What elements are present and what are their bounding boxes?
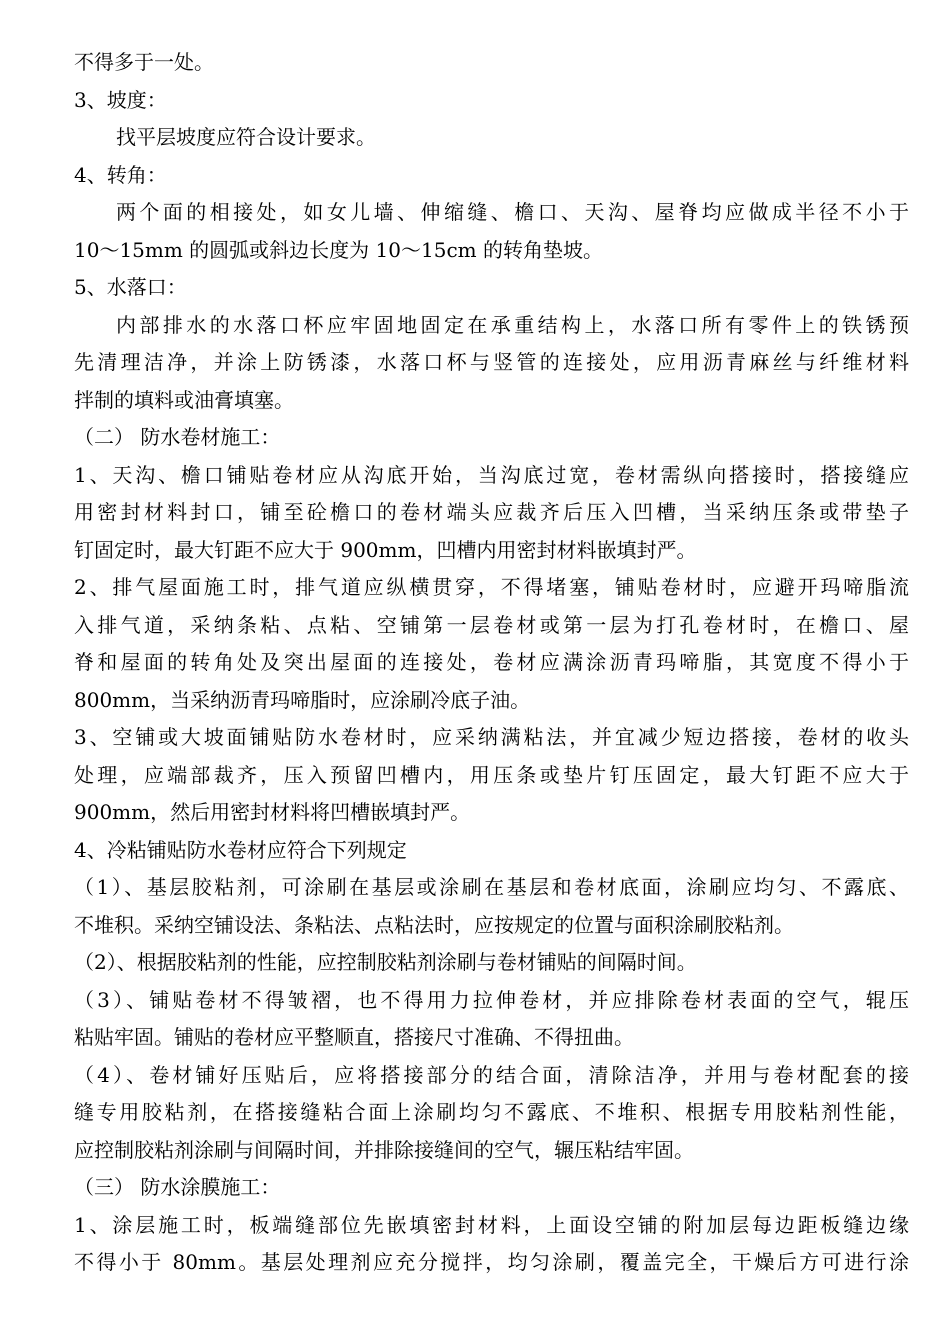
text-line: 3、坡度： (74, 87, 167, 112)
text-line: 不得小于 80mm。基层处理剂应充分搅拌，均匀涂刷，覆盖完全，干燥后方可进行涂 (74, 1250, 909, 1274)
text-line: 900mm，然后用密封材料将凹槽嵌填封严。 (74, 800, 471, 824)
text-line: 内部排水的水落口杯应牢固地固定在承重结构上，水落口所有零件上的铁锈预 (116, 312, 909, 337)
text-line: 脊和屋面的转角处及突出屋面的连接处，卷材应满涂沥青玛啼脂，其宽度不得小于 (74, 650, 909, 674)
text-line: 1、天沟、檐口铺贴卷材应从沟底开始，当沟底过宽，卷材需纵向搭接时，搭接缝应 (74, 462, 909, 487)
text-line: 处理，应端部裁齐，压入预留凹槽内，用压条或垫片钉压固定，最大钉距不应大于 (74, 762, 909, 787)
text-line: 5、水落口： (74, 275, 187, 299)
text-line: 不堆积。采纳空铺设法、条粘法、点粘法时，应按规定的位置与面积涂刷胶粘剂。 (74, 912, 794, 937)
text-line: （2）、根据胶粘剂的性能，应控制胶粘剂涂刷与卷材铺贴的间隔时间。 (74, 950, 697, 974)
text-line: 入排气道，采纳条粘、点粘、空铺第一层卷材或第一层为打孔卷材时，在檐口、屋 (74, 612, 909, 637)
text-line: 10～15mm 的圆弧或斜边长度为 10～15cm 的转角垫坡。 (74, 237, 603, 262)
text-line: （3）、铺贴卷材不得皱褶，也不得用力拉伸卷材，并应排除卷材表面的空气，辊压 (74, 987, 909, 1012)
text-line: 两个面的相接处，如女儿墙、伸缩缝、檐口、天沟、屋脊均应做成半径不小于 (116, 200, 909, 224)
text-line: 3、空铺或大坡面铺贴防水卷材时，应采纳满粘法，并宜减少短边搭接，卷材的收头 (74, 725, 909, 749)
text-line: （二） 防水卷材施工： (74, 425, 281, 449)
text-line: 1、涂层施工时，板端缝部位先嵌填密封材料，上面设空铺的附加层每边距板缝边缘 (74, 1212, 909, 1237)
text-line: 4、转角： (74, 162, 167, 187)
text-line: 拌制的填料或油膏填塞。 (74, 387, 294, 412)
text-line: 先清理洁净，并涂上防锈漆，水落口杯与竖管的连接处，应用沥青麻丝与纤维材料 (74, 350, 909, 374)
text-line: 不得多于一处。 (74, 50, 214, 74)
text-line: （三） 防水涂膜施工： (74, 1175, 281, 1199)
text-line: 缝专用胶粘剂，在搭接缝粘合面上涂刷均匀不露底、不堆积、根据专用胶粘剂性能， (74, 1100, 909, 1124)
text-line: 800mm，当采纳沥青玛啼脂时，应涂刷冷底子油。 (74, 687, 531, 712)
text-line: （1）、基层胶粘剂，可涂刷在基层或涂刷在基层和卷材底面，涂刷应均匀、不露底、 (74, 875, 909, 899)
text-line: 粘贴牢固。铺贴的卷材应平整顺直，搭接尺寸准确、不得扭曲。 (74, 1025, 634, 1049)
text-line: 找平层坡度应符合设计要求。 (116, 125, 376, 149)
text-line: 4、冷粘铺贴防水卷材应符合下列规定 (74, 837, 407, 862)
text-line: 应控制胶粘剂涂刷与间隔时间，并排除接缝间的空气，辗压粘结牢固。 (74, 1137, 694, 1162)
text-line: 用密封材料封口，铺至砼檐口的卷材端头应裁齐后压入凹槽，当采纳压条或带垫子 (74, 500, 909, 524)
text-line: 2、排气屋面施工时，排气道应纵横贯穿，不得堵塞，铺贴卷材时，应避开玛啼脂流 (74, 575, 909, 599)
text-line: （4）、卷材铺好压贴后，应将搭接部分的结合面，清除洁净，并用与卷材配套的接 (74, 1062, 909, 1087)
document-page (74, 44, 909, 1282)
text-line: 钉固定时，最大钉距不应大于 900mm，凹槽内用密封材料嵌填封严。 (74, 537, 697, 562)
